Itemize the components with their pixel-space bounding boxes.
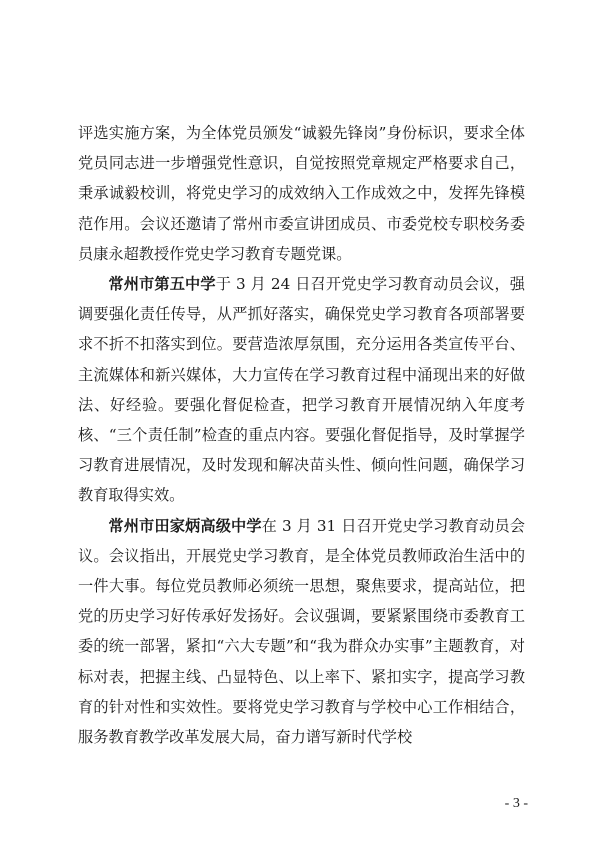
paragraph-1-text: 评选实施方案，为全体党员颁发“诚毅先锋岗”身份标识，要求全体党员同志进一步增强党性意识，自觉按照党章规定严格要求自己，秉承诚毅校训，将党史学习的成效纳入工作成效之中，发挥先锋模范作用。会议还邀请了常州市委宣讲团成员、市委党校专职校务委员康永超教授作党史学习教育专题党课。 (78, 124, 525, 263)
paragraph-1 (78, 118, 525, 269)
document-body (78, 118, 525, 752)
paragraph-3-text: 在 3 月 31 日召开党史学习教育动员会议。会议指出，开展党史学习教育，是全体党员教师政治生活中的一件大事。每位党员教师必须统一思想，聚焦要求，提高站位，把党的历史学习好传承好发扬好。会议强调，要紧紧围绕市委教育工委的统一部署，紧扣“六大专题”和“我为群众办实事”主题教育，对标对表，把握主线、凸显特色、以上率下、紧扣实字，提高学习教育的针对性和实效性。要将党史学习教育与学校中心工作相结合，服务教育教学改革发展大局，奋力谱写新时代学校 (78, 516, 525, 747)
page-number: - 3 - (504, 796, 528, 811)
paragraph-2 (78, 269, 525, 511)
paragraph-2-text: 于 3 月 24 日召开党史学习教育动员会议，强调要强化责任传导，从严抓好落实，确保党史学习教育各项部署要求不折不扣落实到位。要营造浓厚氛围，充分运用各类宣传平台、主流媒体和新兴媒体，大力宣传在学习教育过程中涌现出来的好做法、好经验。要强化督促检查，把学习教育开展情况纳入年度考核、“三个责任制”检查的重点内容。要强化督促指导，及时掌握学习教育进展情况，及时发现和解决苗头性、倾向性问题，确保学习教育取得实效。 (78, 275, 525, 505)
paragraph-2-lead: 常州市第五中学 (108, 275, 216, 294)
paragraph-3-lead: 常州市田家炳高级中学 (108, 516, 262, 535)
paragraph-3 (78, 511, 525, 753)
